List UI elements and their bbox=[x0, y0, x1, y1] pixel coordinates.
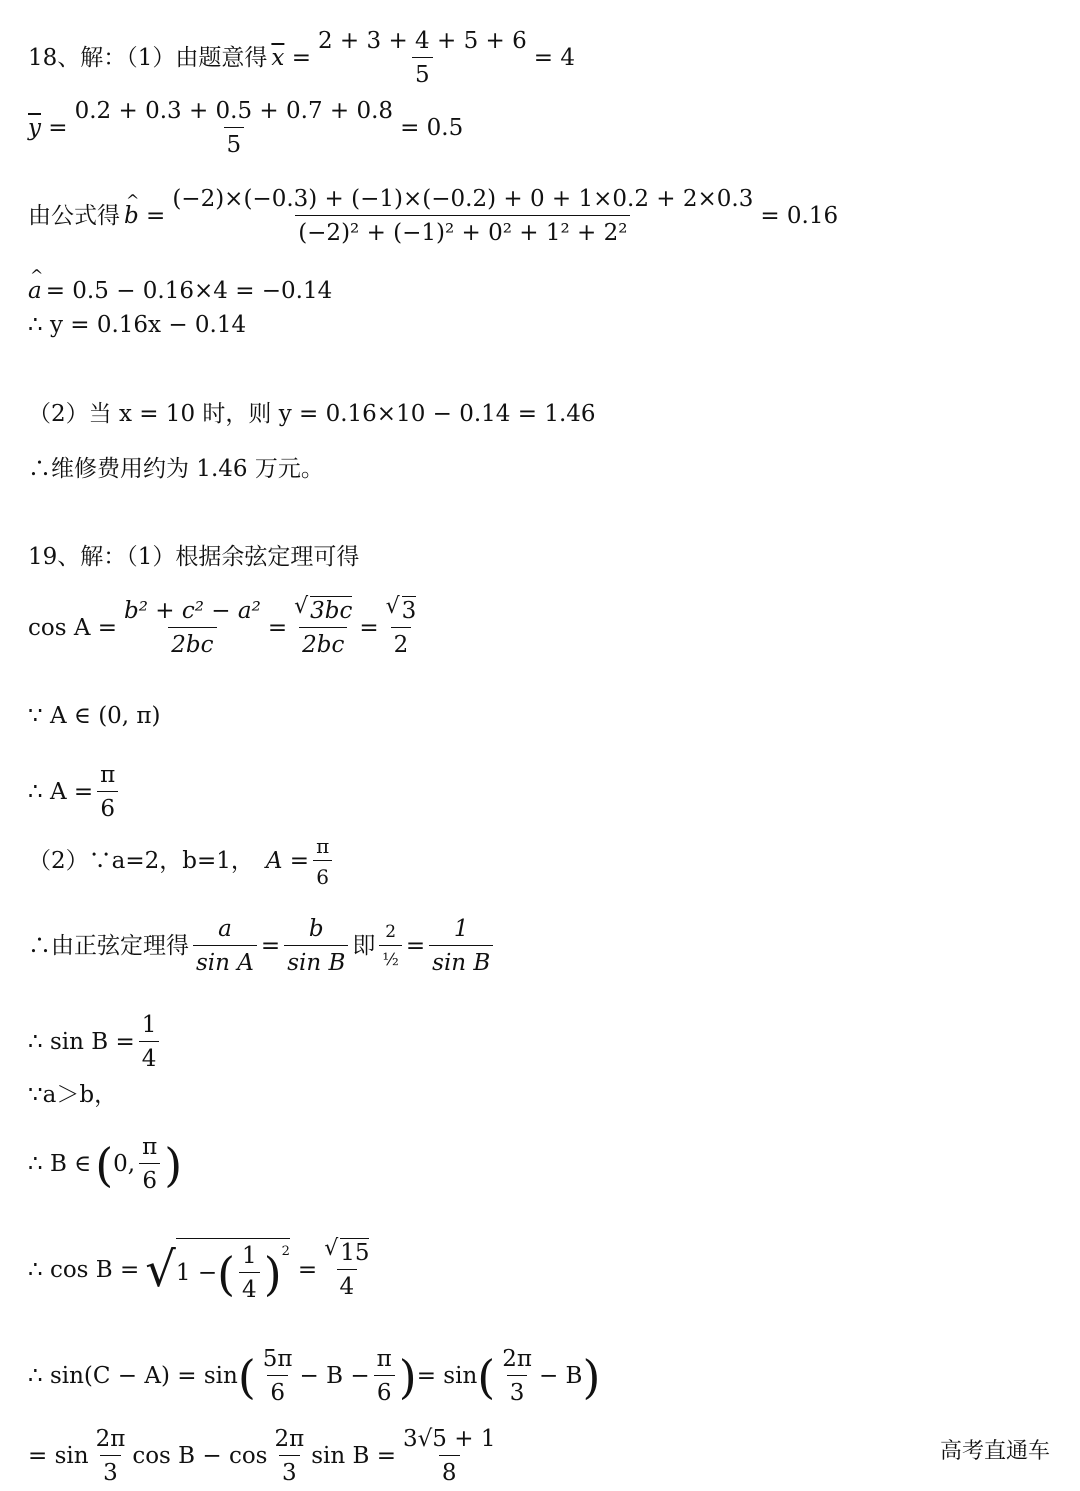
q18-line-1: 18、解：（1）由题意得 $\overline{x}$ = $\frac{2 + 3 + 4 + 5 + 6}{5}$ = 4 bbox=[28, 28, 575, 88]
slope-fraction: $\frac{(-2)\times(-0.3) + (-1)\times(-0.2) + 0 + 1\times 0.2 + 2\times 0.3}{\text{(−2)² + (−1)² + 0² + 1² + 2²}}$ bbox=[172, 186, 754, 246]
b-hat: ^ b bbox=[124, 205, 139, 228]
mean-y-fraction: $\frac{0.2 + 0.3 + 0.5 + 0.7 + 0.8}{5}$ bbox=[74, 98, 394, 158]
q18-line-4: ^ a = 0.5 − 0.16×4 = −0.14 bbox=[28, 280, 332, 303]
q19-line-3: ∵ A ∈ (0, π) bbox=[28, 703, 161, 729]
q18-line-7: ∴维修费用约为 1.46 万元。 bbox=[28, 456, 324, 482]
q19-line-7: ∴ sin B = $\frac{1}{4}$ bbox=[28, 1014, 163, 1071]
q19-line-10: ∴ cos B = √ 1 − ( $\frac{1}{4}$ ) 2 = √ $\frac{15}{4}$ bbox=[28, 1238, 376, 1302]
mean-x-fraction: $\frac{2 + 3 + 4 + 5 + 6}{5}$ bbox=[317, 28, 527, 88]
q19-line-4: ∴ A = $\frac{\pi}{6}$ bbox=[28, 764, 122, 821]
q19-line-6: ∴由正弦定理得 $\frac{a}{\text{sin A}}$ = $\frac{b}{\text{sin B}}$ 即 $\frac{2}{\text{½}}$ = $\frac{1}{\text{sin B}}$ bbox=[28, 918, 497, 975]
q19-line-12: = sin $\frac{2\pi}{3}$ cos B − cos $\frac{2\pi}{3}$ sin B = $\frac{3√5 + 1}{8}$ bbox=[28, 1426, 496, 1486]
sqrt3bc-fraction: √ $\frac{3bc}{2bc}$ bbox=[291, 600, 355, 657]
y-bar: $\overline{y}$ bbox=[28, 115, 41, 141]
q18-line-5: ∴ y = 0.16x − 0.14 bbox=[28, 312, 247, 338]
q19-line-5: （2）∵a=2，b=1， A = $\frac{\pi}{6}$ bbox=[28, 836, 336, 887]
q19-line-1 bbox=[28, 546, 359, 569]
q19-line-9: ∴ B ∈ ( 0, $\frac{\pi}{6}$ ) bbox=[28, 1134, 183, 1194]
pi-over-6-fraction-2: $\frac{\pi}{6}$ bbox=[313, 836, 332, 887]
q19-line-2: cos A = $\frac{\text{b² + c² − a²}}{2bc}$ = √ $\frac{3bc}{2bc}$ = √ $\frac{3}{2}$ bbox=[28, 600, 423, 657]
q18-line-6: （2）当 x = 10 时，则 y = 0.16×10 − 0.14 = 1.46 bbox=[28, 401, 596, 427]
pi-over-6-fraction: $\frac{\pi}{6}$ bbox=[97, 764, 118, 821]
watermark-label: 高考直通车 bbox=[939, 1439, 1050, 1464]
sqrt3-over-2-fraction: √ $\frac{3}{2}$ bbox=[383, 600, 420, 657]
q18-line-2: $\overline{y}$ = $\frac{0.2 + 0.3 + 0.5 + 0.7 + 0.8}{5}$ = 0.5 bbox=[28, 98, 464, 158]
cos-law-fraction: $\frac{\text{b² + c² − a²}}{2bc}$ bbox=[124, 598, 261, 658]
q19-line-8: ∵a＞b， bbox=[28, 1082, 118, 1108]
q18-heading: 18、解：（1）由题意得 bbox=[28, 45, 268, 71]
q18-line-3: 由公式得 ^ b = $\frac{(-2)\times(-0.3) + (-1)\times(-0.2) + 0 + 1\times 0.2 + 2\times 0.3}{\text{(−2)² + (−1)² + 0² + 1² + 2²}}$ = 0.16 bbox=[28, 188, 838, 245]
q19-heading: 19、解：（1）根据余弦定理可得 bbox=[28, 544, 360, 570]
x-bar: $\overline{x}$ bbox=[271, 45, 285, 71]
q19-line-11: ∴ sin(C − A) = sin ( $\frac{5\pi}{6}$ − B − $\frac{\pi}{6}$ ) = sin ( $\frac{2\pi}{3}$ − B ) bbox=[28, 1346, 601, 1406]
a-hat: ^ a bbox=[28, 280, 42, 303]
